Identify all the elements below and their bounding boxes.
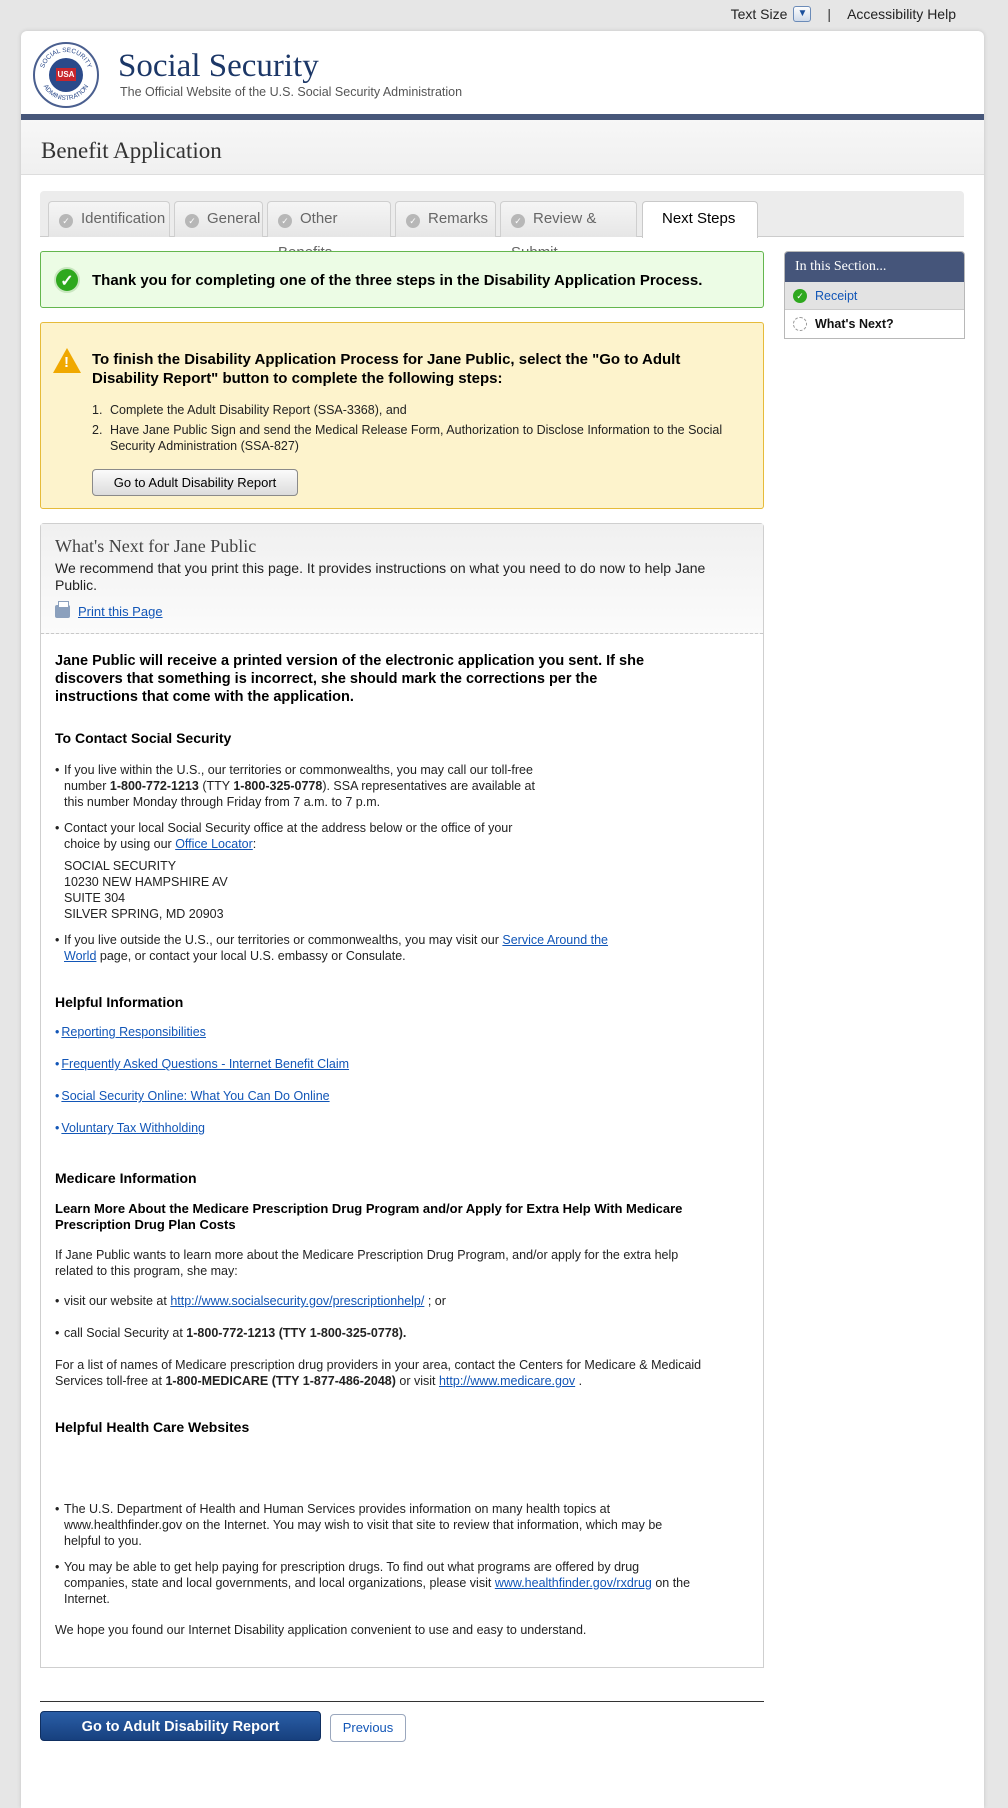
seal-center-text: USA [57, 70, 75, 79]
list-item [55, 1056, 749, 1072]
list-item [55, 1120, 749, 1136]
closing-text: We hope you found our Internet Disability application convenient to use and easy to understand. [55, 1623, 587, 1637]
check-icon: ✓ [406, 214, 420, 228]
contact-bullet-phone [55, 762, 545, 810]
tab-label: Next Steps [662, 210, 736, 227]
rxdrug-text: You may be able to get help paying for prescription drugs. To find out what programs are offered by drug companies, state and local governments, and local organizations, please visit [64, 1560, 640, 1590]
chevron-down-icon[interactable]: ▼ [793, 6, 811, 22]
footer-divider [40, 1701, 764, 1702]
address-line: SUITE 304 [64, 891, 126, 905]
progress-tabs [40, 191, 964, 237]
tty-number: 1-800-325-0778 [233, 779, 323, 793]
section-sidebar [784, 251, 965, 339]
tab-label: Other [300, 210, 338, 227]
ssa-seal-logo[interactable] [33, 42, 99, 108]
lead-paragraph: Jane Public will receive a printed version of the electronic application you sent. If she discovers that something is incorrect, she should mark the corrections per the instructions that come with the application. [55, 653, 645, 705]
list-item [55, 1024, 749, 1040]
contact-bullet-abroad [55, 932, 615, 964]
health-bullet-hhs: • The U.S. Department of Health and Human Services provides information on many health topics at www.healthfinder.gov on the Internet. You may wish to visit that site to review that information, which may be helpful to you. [55, 1501, 685, 1549]
medicare-number: 1-800-MEDICARE (TTY 1-877-486-2048) [165, 1374, 396, 1388]
abroad-text: If you live outside the U.S., our territories or commonwealths, you may visit our [64, 933, 499, 947]
tty-prefix: (TTY [202, 779, 230, 793]
seal-bottom-text: ADMINISTRATION [41, 83, 91, 103]
site-title[interactable]: Social Security [118, 48, 319, 84]
office-address [55, 858, 749, 922]
whats-next-body [41, 634, 763, 1667]
go-to-adult-disability-report-primary-button[interactable]: Go to Adult Disability Report [40, 1711, 321, 1741]
tab-label: Identification [81, 210, 166, 227]
providers-post-text: . [578, 1374, 583, 1388]
contact-hours-text: ). SSA representatives are available at this number Monday through Friday from 7 a.m. to 7 p.m. [64, 779, 535, 809]
whats-next-title: What's Next for Jane Public [55, 536, 257, 556]
rxdrug-post-text: on the Internet. [64, 1576, 691, 1606]
contact-bullet-office [55, 820, 535, 852]
service-around-world-link[interactable]: Service Around the World [64, 933, 609, 963]
address-line: 10230 NEW HAMPSHIRE AV [64, 875, 228, 889]
warning-alert [40, 322, 764, 509]
warning-steps [92, 402, 723, 454]
success-check-icon: ✓ [54, 267, 80, 293]
tab-label: General [207, 210, 261, 227]
medicare-providers-paragraph [55, 1357, 735, 1389]
address-line: SILVER SPRING, MD 20903 [64, 907, 224, 921]
medicare-phone: 1-800-772-1213 (TTY 1-800-325-0778). [186, 1326, 407, 1340]
tab-label: Review & [533, 210, 597, 227]
office-colon: : [252, 837, 257, 851]
helpful-info-heading: Helpful Information [55, 994, 184, 1010]
contact-heading: To Contact Social Security [55, 730, 232, 746]
go-to-adult-disability-report-button[interactable]: Go to Adult Disability Report [92, 469, 298, 496]
check-icon: ✓ [59, 214, 73, 228]
health-websites-heading: Helpful Health Care Websites [55, 1419, 250, 1435]
step-number: 2. [92, 423, 103, 437]
office-locator-link[interactable]: Office Locator [175, 837, 253, 851]
ssa-online-link[interactable]: Social Security Online: What You Can Do Online [61, 1089, 330, 1103]
whats-next-panel [40, 523, 764, 1668]
website-post-text: ; or [427, 1294, 446, 1308]
step-text: Have Jane Public Sign and send the Medical Release Form, Authorization to Disclose Information to the Social Security Administration (SSA-827) [110, 423, 723, 453]
check-icon: ✓ [511, 214, 525, 228]
success-message: Thank you for completing one of the three steps in the Disability Application Process. [92, 272, 703, 289]
printer-icon[interactable] [55, 605, 70, 618]
check-icon: ✓ [793, 289, 807, 303]
voluntary-tax-withholding-link[interactable]: Voluntary Tax Withholding [61, 1121, 205, 1135]
healthfinder-rxdrug-link[interactable]: www.healthfinder.gov/rxdrug [494, 1576, 652, 1590]
medicare-bullet-website [55, 1293, 749, 1309]
medicare-gov-link[interactable]: http://www.medicare.gov [438, 1374, 576, 1388]
sidebar-item-receipt[interactable] [785, 282, 964, 310]
providers-text: For a list of names of Medicare prescription drug providers in your area, contact the Centers for Medicare & Medicaid Services toll-free at [55, 1358, 702, 1388]
utility-bar [731, 6, 956, 22]
accessibility-help-link[interactable]: Accessibility Help [847, 6, 956, 22]
providers-mid-text: or visit [399, 1374, 436, 1388]
sidebar-item-label: What's Next? [815, 317, 894, 331]
warning-icon: ! [53, 348, 81, 373]
medicare-intro: If Jane Public wants to learn more about the Medicare Prescription Drug Program, and/or apply for the extra help related to this program, she may: [55, 1248, 679, 1278]
previous-button[interactable]: Previous [330, 1714, 406, 1742]
site-header [21, 31, 984, 120]
faq-link[interactable]: Frequently Asked Questions - Internet Benefit Claim [61, 1057, 350, 1071]
print-row [55, 604, 749, 619]
seal-top-text: SOCIAL SECURITY [39, 46, 93, 70]
pending-circle-icon [793, 317, 807, 331]
prescription-help-link[interactable]: http://www.socialsecurity.gov/prescriptionhelp/ [170, 1294, 425, 1308]
step-number: 1. [92, 403, 103, 417]
main-content [40, 251, 764, 1668]
tab-next-steps[interactable] [642, 201, 758, 238]
print-page-link[interactable]: Print this Page [78, 604, 163, 619]
sidebar-heading: In this Section... [785, 252, 964, 282]
abroad-post-text: page, or contact your local U.S. embassy or Consulate. [99, 949, 406, 963]
website-text: visit our website at [64, 1294, 167, 1308]
tab-other-benefits[interactable] [267, 201, 391, 237]
sidebar-item-label: Receipt [815, 289, 858, 303]
whats-next-subtitle: We recommend that you print this page. It provides instructions on what you need to do now to help Jane Public. [55, 560, 706, 593]
health-bullet-rxdrug [55, 1559, 695, 1607]
check-icon: ✓ [278, 214, 292, 228]
list-item [92, 402, 723, 418]
reporting-responsibilities-link[interactable]: Reporting Responsibilities [61, 1025, 206, 1039]
check-icon: ✓ [185, 214, 199, 228]
address-line: SOCIAL SECURITY [64, 859, 177, 873]
contact-phone-text: If you live within the U.S., our territories or commonwealths, you may call our toll-free number [64, 763, 533, 793]
page-title: Benefit Application [21, 120, 984, 175]
text-size-label[interactable]: Text Size [730, 6, 788, 22]
success-alert [40, 251, 764, 308]
sidebar-item-whats-next[interactable] [785, 310, 964, 338]
tab-general[interactable] [174, 201, 263, 237]
utility-separator: | [827, 6, 832, 22]
whats-next-header [41, 524, 763, 634]
list-item [92, 422, 723, 454]
site-subtitle: The Official Website of the U.S. Social Security Administration [120, 85, 463, 99]
tab-review-submit[interactable] [500, 201, 637, 237]
office-text: Contact your local Social Security office at the address below or the office of your choice by using our [64, 821, 513, 851]
step-text: Complete the Adult Disability Report (SSA-3368), and [110, 403, 407, 417]
warning-heading: To finish the Disability Application Process for Jane Public, select the "Go to Adult Disability Report" button to complete the following steps: [92, 351, 681, 387]
tab-remarks[interactable] [395, 201, 496, 237]
medicare-heading: Medicare Information [55, 1170, 197, 1186]
tab-label: Remarks [428, 210, 489, 227]
toll-free-number: 1-800-772-1213 [109, 779, 199, 793]
list-item [55, 1088, 749, 1104]
medicare-bullet-phone [55, 1325, 749, 1341]
tab-identification[interactable] [48, 201, 170, 237]
call-text: call Social Security at [64, 1326, 183, 1340]
medicare-subheading: Learn More About the Medicare Prescription Drug Program and/or Apply for Extra Help With Medicare Prescription Drug Plan Costs [55, 1201, 683, 1232]
page-container [21, 31, 984, 1808]
